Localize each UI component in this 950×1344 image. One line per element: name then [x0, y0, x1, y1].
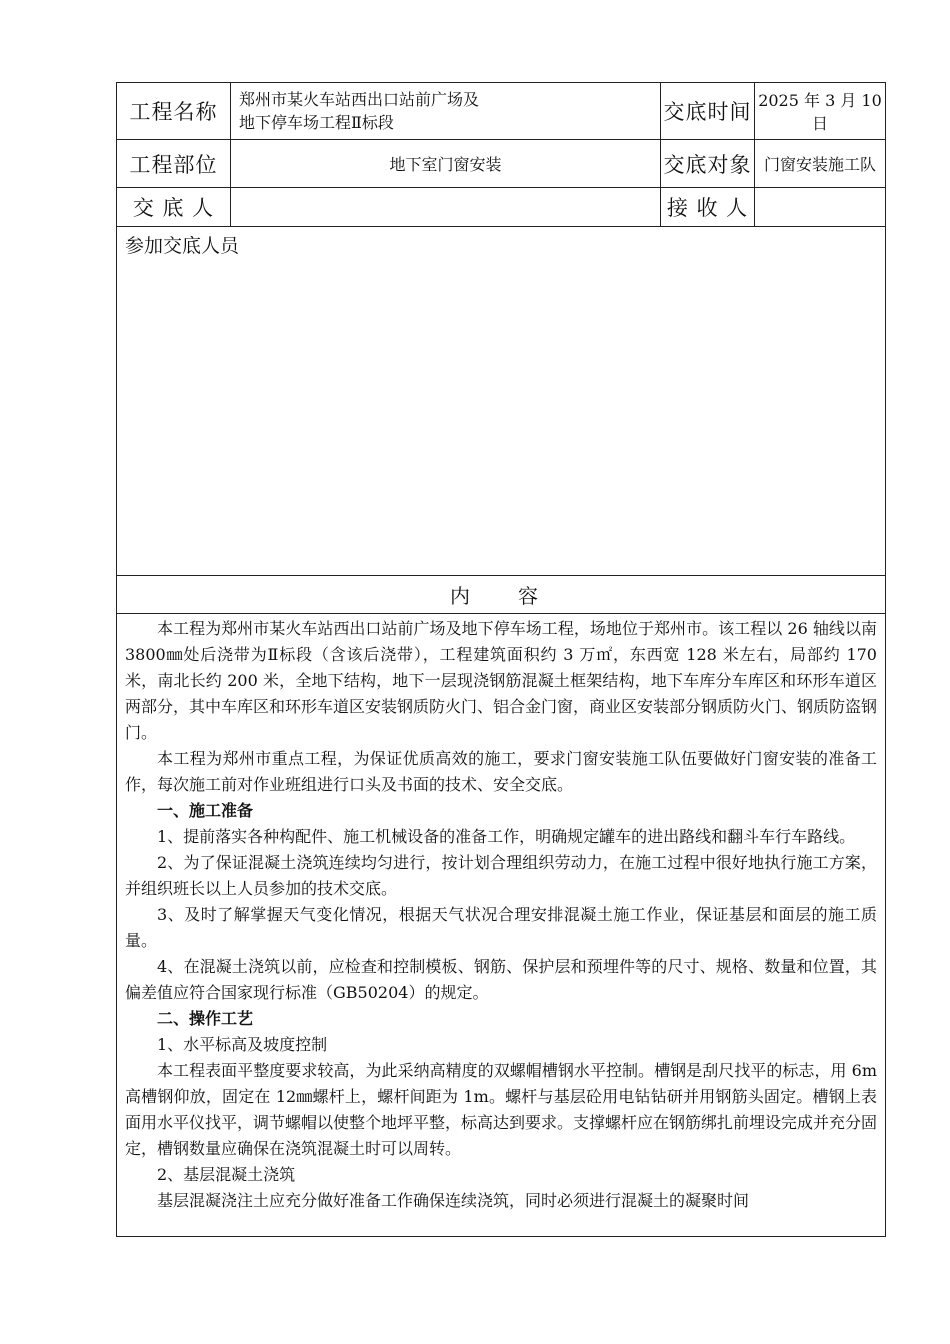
row-participants — [117, 227, 885, 576]
row-part — [117, 140, 885, 188]
content-title: 内 容 — [450, 584, 552, 608]
content-paragraph: 1、提前落实各种构配件、施工机械设备的准备工作，明确规定罐车的进出路线和翻斗车行车路线。 — [157, 827, 856, 846]
content-paragraph: 本工程表面平整度要求较高，为此采纳高精度的双螺帽槽钢水平控制。槽钢是刮尺找平的标志，用 6m 高槽钢仰放，固定在 12㎜螺杆上，螺杆间距为 1m。螺杆与基层砼用电钻钻研并用钢筋头固定。槽钢上表面用水平仪找平，调节螺帽以使整个地坪平整，标高达到要求。支撑螺杆应在钢筋绑扎前埋设完成并充分固定，槽钢数量应确保在浇筑混凝土时可以周转。 — [125, 1061, 878, 1158]
project-name-label: 工程名称 — [117, 83, 231, 139]
row-giver — [117, 188, 885, 227]
project-name-line2: 地下停车场工程Ⅱ标段 — [239, 113, 394, 132]
time-label: 交底时间 — [661, 83, 755, 139]
receiver-value — [755, 188, 885, 226]
content-paragraph: 本工程为郑州市某火车站西出口站前广场及地下停车场工程，场地位于郑州市。该工程以 26 轴线以南 3800㎜处后浇带为Ⅱ标段（含该后浇带），工程建筑面积约 3 万㎡，东西宽 128 米左右，局部约 170 米，南北长约 200 米，全地下结构，地下一层现浇钢筋混凝土框架结构，地下车库分车库区和环形车道区两部分，其中车库区和环形车道区安装钢质防火门、铝合金门窗，商业区安装部分钢质防火门、钢质防盗钢门。 — [125, 619, 878, 742]
content-paragraph: 2、为了保证混凝土浇筑连续均匀进行，按计划合理组织劳动力，在施工过程中很好地执行施工方案，并组织班长以上人员参加的技术交底。 — [125, 853, 877, 898]
content-subheading: 1、水平标高及坡度控制 — [157, 1035, 328, 1054]
giver-value — [231, 188, 661, 226]
content-paragraph: 3、及时了解掌握天气变化情况，根据天气状况合理安排混凝土施工作业，保证基层和面层的施工质量。 — [125, 905, 877, 950]
row-project — [117, 83, 885, 140]
section-heading: 二、操作工艺 — [157, 1009, 254, 1028]
project-name-line1: 郑州市某火车站西出口站前广场及 — [239, 90, 480, 109]
target-label: 交底对象 — [661, 140, 755, 187]
disclosure-form — [116, 82, 886, 1237]
target-value: 门窗安装施工队 — [763, 155, 876, 174]
content-subheading: 2、基层混凝土浇筑 — [157, 1165, 296, 1184]
part-value: 地下室门窗安装 — [231, 140, 661, 187]
content-paragraph: 本工程为郑州市重点工程，为保证优质高效的施工，要求门窗安装施工队伍要做好门窗安装的准备工作，每次施工前对作业班组进行口头及书面的技术、安全交底。 — [125, 749, 877, 794]
project-name-value — [231, 83, 661, 139]
row-content-title — [117, 576, 885, 614]
receiver-label: 接 收 人 — [661, 188, 755, 226]
section-heading: 一、施工准备 — [157, 801, 254, 820]
giver-label: 交 底 人 — [117, 188, 231, 226]
content-paragraph: 基层混凝浇注土应充分做好准备工作确保连续浇筑，同时必须进行混凝土的凝聚时间 — [157, 1191, 750, 1210]
time-value: 2025 年 3 月 10 日 — [758, 91, 882, 133]
participants-label: 参加交底人员 — [125, 235, 240, 257]
content-paragraph: 4、在混凝土浇筑以前，应检查和控制模板、钢筋、保护层和预埋件等的尺寸、规格、数量和位置，其偏差值应符合国家现行标准（GB50204）的规定。 — [125, 957, 877, 1002]
part-label: 工程部位 — [117, 140, 231, 187]
content-body — [125, 616, 877, 1214]
